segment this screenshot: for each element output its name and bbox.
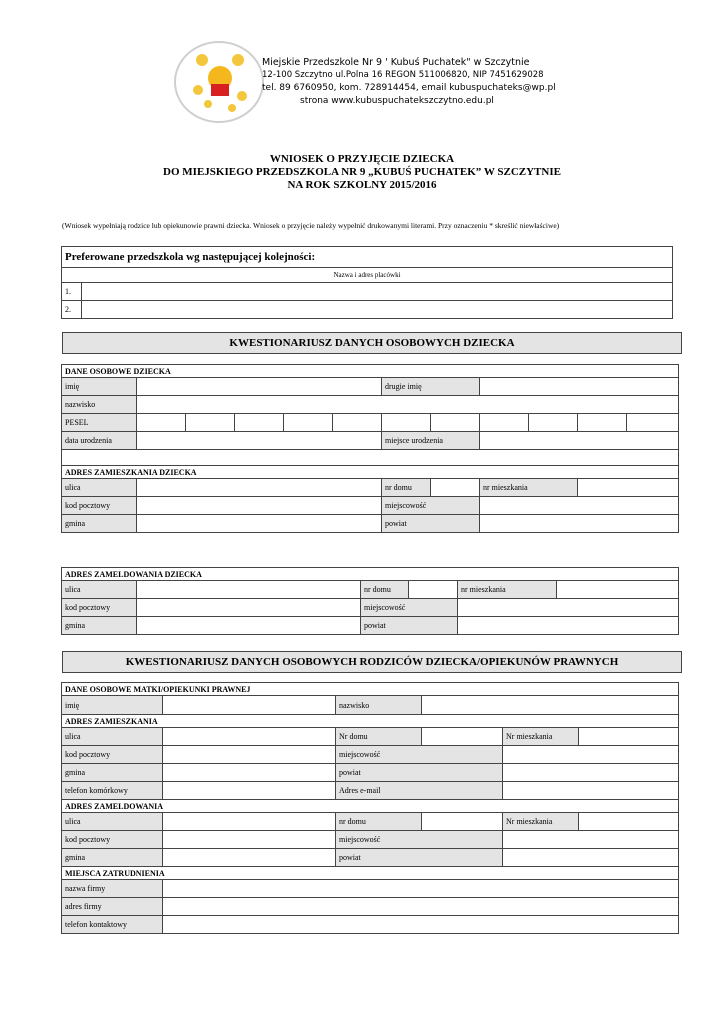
mother-ulica-input[interactable] <box>163 728 336 746</box>
label-email: Adres e-mail <box>336 782 503 800</box>
pesel-digit[interactable] <box>431 414 480 432</box>
mother-firma-nazwa-input[interactable] <box>163 880 679 898</box>
label-gmina: gmina <box>62 617 137 635</box>
label-miejscowosc: miejscowość <box>361 599 458 617</box>
child-table <box>61 364 679 533</box>
child-imie-input[interactable] <box>137 378 382 396</box>
label-nr-mieszkania: Nr mieszkania <box>503 813 579 831</box>
label-miejscowosc: miejscowość <box>336 746 503 764</box>
label-data-urodzenia: data urodzenia <box>62 432 137 450</box>
label-nazwa-firmy: nazwa firmy <box>62 880 163 898</box>
label-nr-domu: nr domu <box>382 479 431 497</box>
mother-telefon-input[interactable] <box>163 782 336 800</box>
child-nr-mieszkania-input[interactable] <box>578 479 679 497</box>
pesel-digit[interactable] <box>578 414 627 432</box>
label-nr-domu: nr domu <box>336 813 422 831</box>
label-ulica: ulica <box>62 813 163 831</box>
child-section-dane: DANE OSOBOWE DZIECKA <box>62 365 679 378</box>
mother-kod-input[interactable] <box>163 746 336 764</box>
label-miejsce-urodzenia: miejsce urodzenia <box>382 432 480 450</box>
preferred-input-1[interactable] <box>82 283 673 301</box>
zameld-kod-input[interactable] <box>137 599 361 617</box>
mother-nazwisko-input[interactable] <box>422 696 679 715</box>
pesel-digit[interactable] <box>333 414 382 432</box>
zameld-miejscowosc-input[interactable] <box>458 599 679 617</box>
mother-nr-mieszkania-input[interactable] <box>579 728 679 746</box>
mother-section-zatrudnienie: MIEJSCA ZATRUDNIENIA <box>62 867 679 880</box>
label-powiat: powiat <box>382 515 480 533</box>
label-nr-mieszkania: Nr mieszkania <box>503 728 579 746</box>
title-line2: DO MIEJSKIEGO PRZEDSZKOLA NR 9 „KUBUŚ PUCHATEK” W SZCZYTNIE <box>163 166 561 178</box>
child-gmina-input[interactable] <box>137 515 382 533</box>
child-powiat-input[interactable] <box>480 515 679 533</box>
mother-zameld-kod-input[interactable] <box>163 831 336 849</box>
mother-email-input[interactable] <box>503 782 679 800</box>
label-nazwisko: nazwisko <box>62 396 137 414</box>
label-telefon-kontakt: telefon kontaktowy <box>62 916 163 934</box>
label-nr-domu: Nr domu <box>336 728 422 746</box>
pesel-digit[interactable] <box>627 414 679 432</box>
logo <box>172 38 267 126</box>
zameld-nr-domu-input[interactable] <box>409 581 458 599</box>
preferred-table <box>61 246 673 319</box>
mother-firma-adres-input[interactable] <box>163 898 679 916</box>
child-data-urodzenia-input[interactable] <box>137 432 382 450</box>
section-parents-heading: KWESTIONARIUSZ DANYCH OSOBOWYCH RODZICÓW DZIECKA/OPIEKUNÓW PRAWNYCH <box>62 651 682 673</box>
section-child-heading: KWESTIONARIUSZ DANYCH OSOBOWYCH DZIECKA <box>62 332 682 354</box>
child-ulica-input[interactable] <box>137 479 382 497</box>
label-miejscowosc: miejscowość <box>336 831 503 849</box>
label-imie: imię <box>62 696 163 715</box>
label-adres-firmy: adres firmy <box>62 898 163 916</box>
zameld-nr-mieszkania-input[interactable] <box>557 581 679 599</box>
label-nr-domu: nr domu <box>361 581 409 599</box>
pesel-digit[interactable] <box>235 414 284 432</box>
label-kod: kod pocztowy <box>62 599 137 617</box>
zameld-ulica-input[interactable] <box>137 581 361 599</box>
child-section-adres-zameld: ADRES ZAMELDOWANIA DZIECKA <box>62 568 679 581</box>
label-ulica: ulica <box>62 728 163 746</box>
label-ulica: ulica <box>62 581 137 599</box>
label-telefon: telefon komórkowy <box>62 782 163 800</box>
child-kod-input[interactable] <box>137 497 382 515</box>
label-miejscowosc: miejscowość <box>382 497 480 515</box>
child-nazwisko-input[interactable] <box>137 396 679 414</box>
label-kod: kod pocztowy <box>62 497 137 515</box>
child-miejsce-urodzenia-input[interactable] <box>480 432 679 450</box>
header-line3: tel. 89 6760950, kom. 728914454, email kubuspuchateks@wp.pl <box>262 83 556 93</box>
mother-nr-domu-input[interactable] <box>422 728 503 746</box>
label-kod: kod pocztowy <box>62 746 163 764</box>
preferred-row-label: 2. <box>62 301 82 319</box>
instructions: (Wniosek wypełniają rodzice lub opiekunowie prawni dziecka. Wniosek o przyjęcie należy wypełnić drukowanymi literami. Przy oznaczeniu * skreślić niewłaściwe) <box>62 221 560 230</box>
label-powiat: powiat <box>336 764 503 782</box>
mother-zameld-gmina-input[interactable] <box>163 849 336 867</box>
mother-section-dane: DANE OSOBOWE MATKI/OPIEKUNKI PRAWNEJ <box>62 683 679 696</box>
mother-imie-input[interactable] <box>163 696 336 715</box>
label-drugie-imie: drugie imię <box>382 378 480 396</box>
header-line2: 12-100 Szczytno ul.Polna 16 REGON 511006820, NIP 7451629028 <box>262 70 544 80</box>
label-gmina: gmina <box>62 849 163 867</box>
child-drugie-imie-input[interactable] <box>480 378 679 396</box>
label-kod: kod pocztowy <box>62 831 163 849</box>
mother-miejscowosc-input[interactable] <box>503 746 679 764</box>
mother-section-adres-zameld: ADRES ZAMELDOWANIA <box>62 800 679 813</box>
child-registered-table <box>61 567 679 635</box>
label-nr-mieszkania: nr mieszkania <box>458 581 557 599</box>
mother-table <box>61 682 679 934</box>
zameld-gmina-input[interactable] <box>137 617 361 635</box>
mother-telefon-kontakt-input[interactable] <box>163 916 679 934</box>
child-nr-domu-input[interactable] <box>431 479 480 497</box>
logo-graphic <box>172 38 267 126</box>
page-title <box>0 153 724 192</box>
pesel-digit[interactable] <box>480 414 529 432</box>
pesel-digit[interactable] <box>186 414 235 432</box>
pesel-digit[interactable] <box>382 414 431 432</box>
pesel-digit[interactable] <box>137 414 186 432</box>
spacer-row <box>62 450 679 466</box>
child-section-adres-zam: ADRES ZAMIESZKANIA DZIECKA <box>62 466 679 479</box>
label-nr-mieszkania: nr mieszkania <box>480 479 578 497</box>
mother-gmina-input[interactable] <box>163 764 336 782</box>
label-gmina: gmina <box>62 515 137 533</box>
mother-powiat-input[interactable] <box>503 764 679 782</box>
pesel-digit[interactable] <box>284 414 333 432</box>
mother-zameld-nr-domu-input[interactable] <box>422 813 503 831</box>
zameld-powiat-input[interactable] <box>458 617 679 635</box>
label-powiat: powiat <box>361 617 458 635</box>
mother-section-adres-zam: ADRES ZAMIESZKANIA <box>62 715 679 728</box>
label-nazwisko: nazwisko <box>336 696 422 715</box>
label-pesel: PESEL <box>62 414 137 432</box>
title-line3: NA ROK SZKOLNY 2015/2016 <box>287 179 437 191</box>
preferred-col-header: Nazwa i adres placówki <box>62 268 673 283</box>
pesel-digit[interactable] <box>529 414 578 432</box>
mother-zameld-miejscowosc-input[interactable] <box>503 831 679 849</box>
preferred-heading: Preferowane przedszkola wg następującej kolejności: <box>62 247 673 268</box>
label-powiat: powiat <box>336 849 503 867</box>
mother-zameld-nr-mieszkania-input[interactable] <box>579 813 679 831</box>
header-line1: Miejskie Przedszkole Nr 9 ' Kubuś Puchatek" w Szczytnie <box>262 57 530 68</box>
preferred-row-label: 1. <box>62 283 82 301</box>
child-miejscowosc-input[interactable] <box>480 497 679 515</box>
header-text <box>262 56 582 108</box>
title-line1: WNIOSEK O PRZYJĘCIE DZIECKA <box>269 153 455 165</box>
label-imie: imię <box>62 378 137 396</box>
label-gmina: gmina <box>62 764 163 782</box>
mother-zameld-powiat-input[interactable] <box>503 849 679 867</box>
header-line4: strona www.kubuspuchatekszczytno.edu.pl <box>300 96 494 106</box>
preferred-input-2[interactable] <box>82 301 673 319</box>
label-ulica: ulica <box>62 479 137 497</box>
mother-zameld-ulica-input[interactable] <box>163 813 336 831</box>
